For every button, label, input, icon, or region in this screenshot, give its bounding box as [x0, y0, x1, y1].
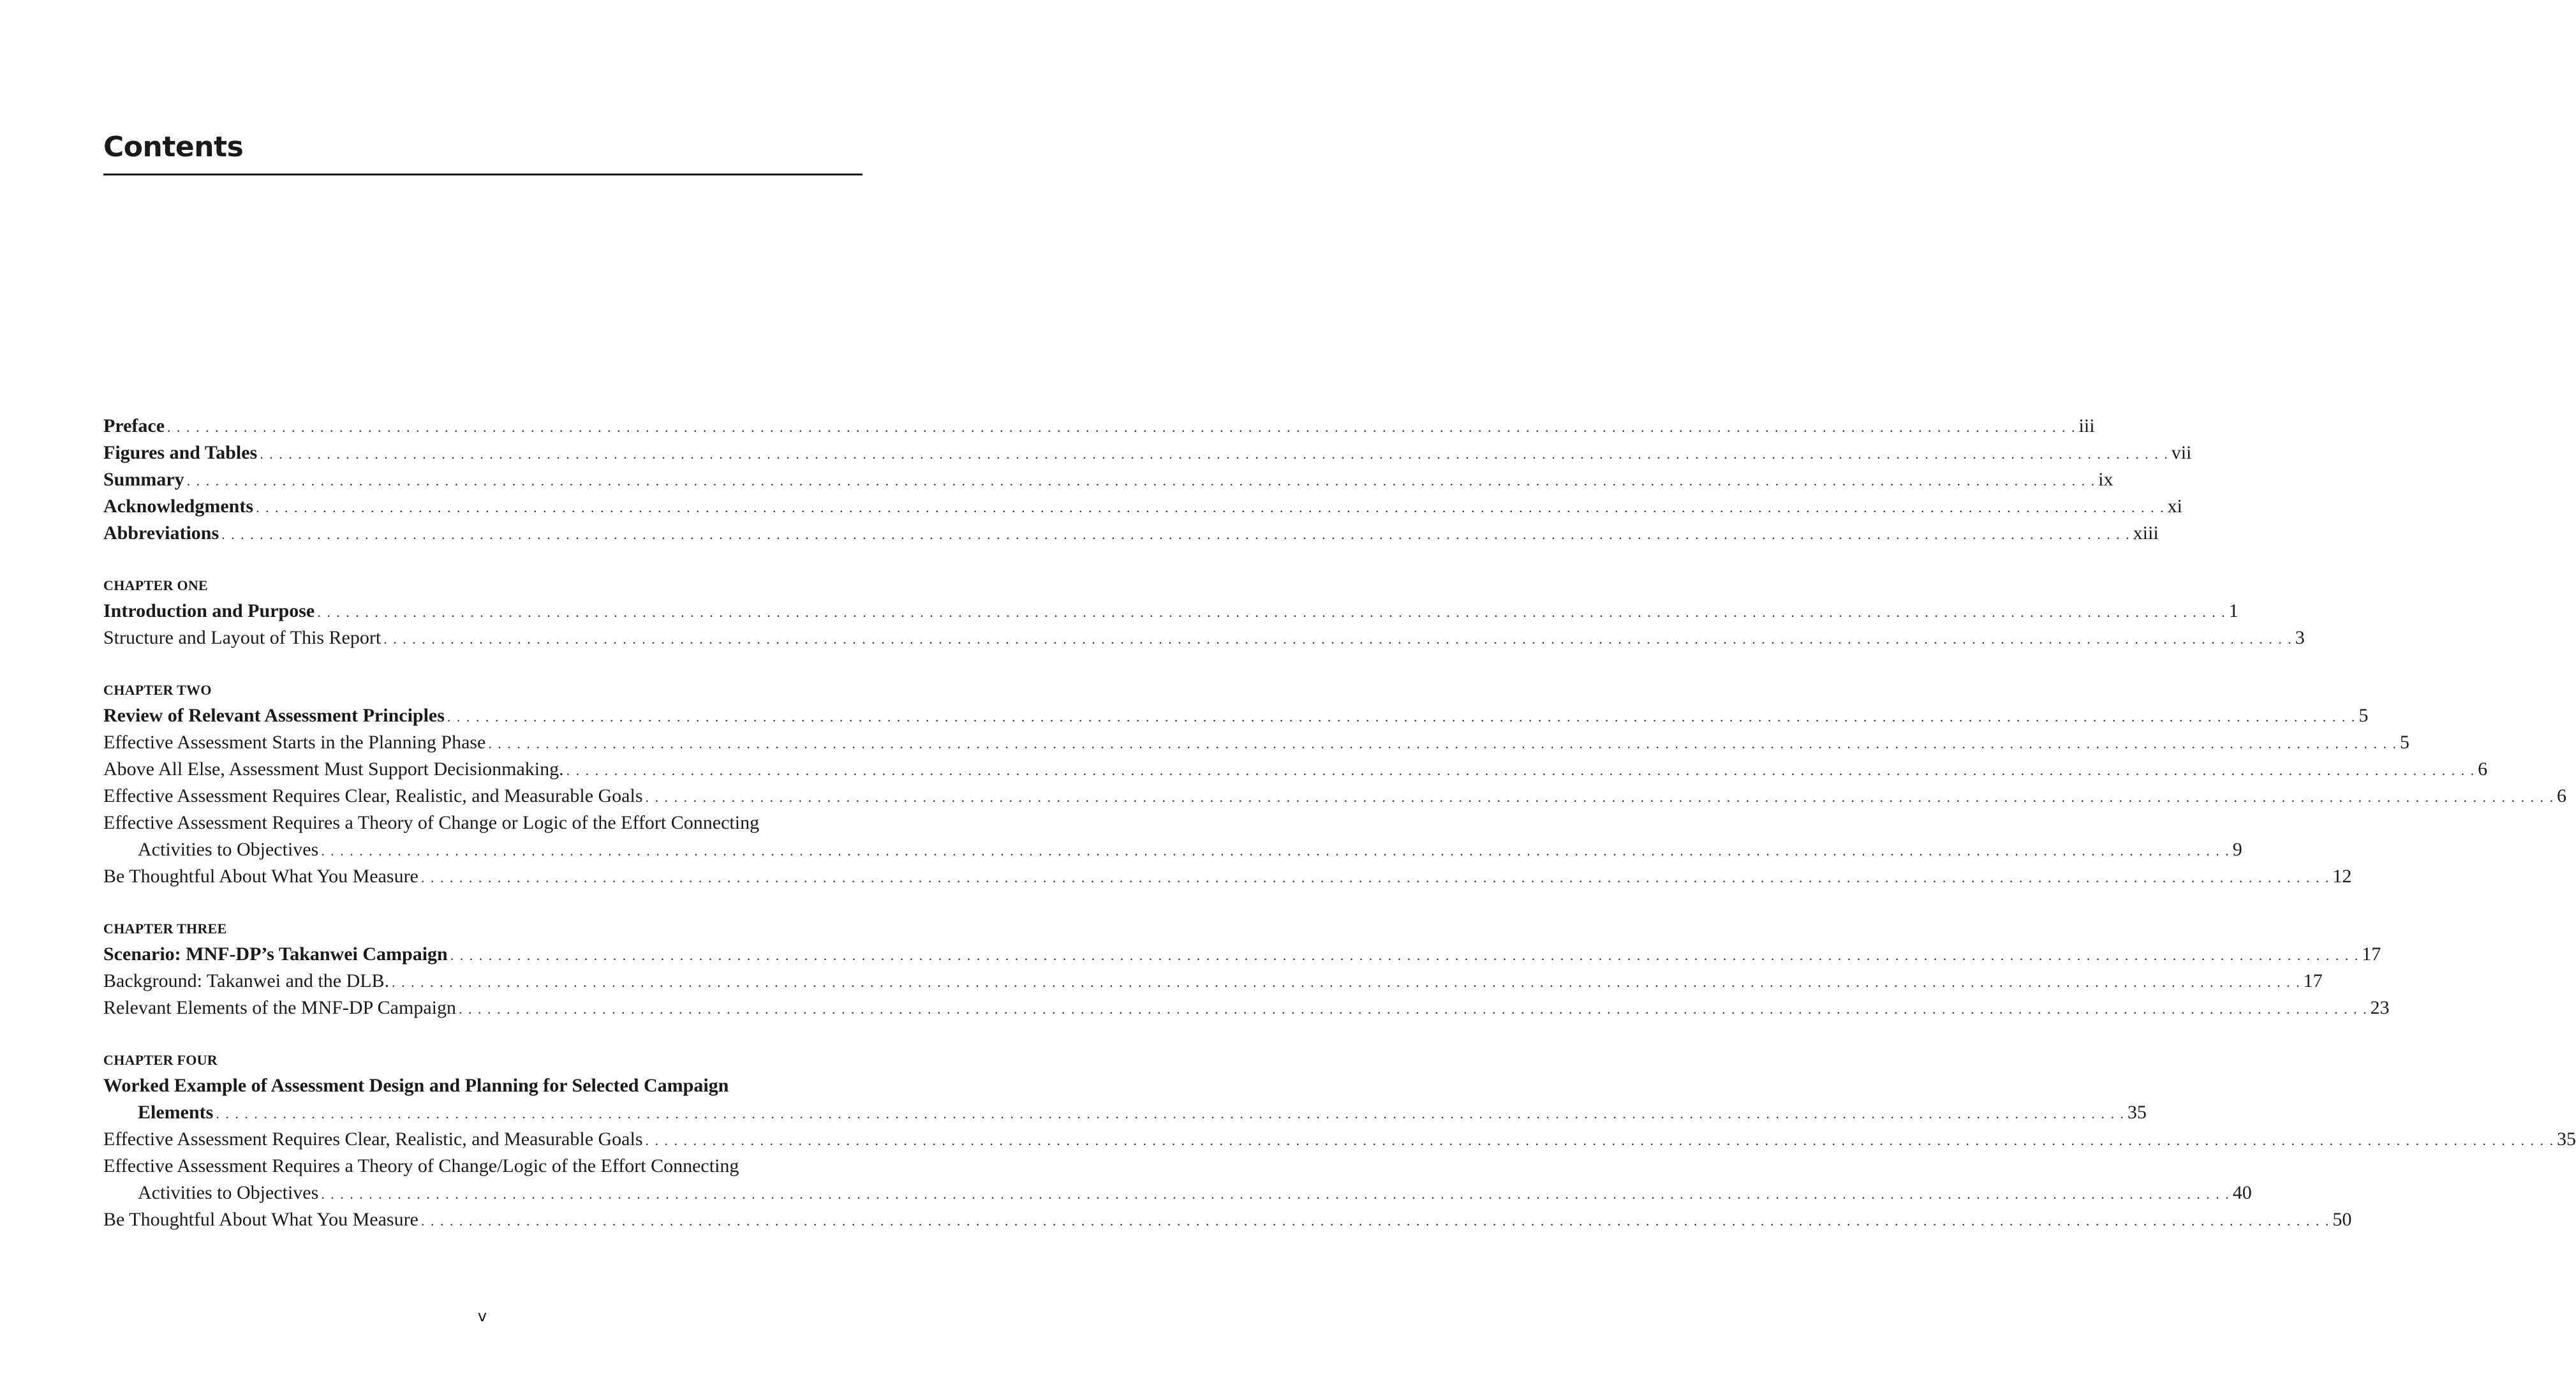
dot-leader: . . . . . . . . . . . . . . . . . . . . . . . . . . . . . . . . . . . . . . . . . . . . . . . . . . . . . . . . . . . . . . . . . . . . . . . . . . . . . . . . . . . . . . . . . . . . . . . . . . . . . . . . . . . . . . . . . . . . . . . . . . . . . . . . . . . . . . . . . . . . . . . . . . . . . . . . . . . . . . . . . . . . . . . . . . . . . . . . . . . . . . . . . . . . . . . . . . . . . . . .: [216, 1106, 2125, 1122]
toc-entry-label: Effective Assessment Requires Clear, Realistic, and Measurable Goals: [103, 1129, 643, 1150]
toc-entry-page: ix: [2098, 469, 2113, 490]
dot-leader: . . . . . . . . . . . . . . . . . . . . . . . . . . . . . . . . . . . . . . . . . . . . . . . . . . . . . . . . . . . . . . . . . . . . . . . . . . . . . . . . . . . . . . . . . . . . . . . . . . . . . . . . . . . . . . . . . . . . . . . . . . . . . . . . . . . . . . . . . . . . . . . . . . . . . . . . . . . . . . . . . . . . . . . . . . . . . . . . . . . . . . . . . . . . . . . . . . . . . . . .: [260, 446, 2169, 462]
toc-entry-page: 23: [2370, 997, 2390, 1018]
toc-entry-section[interactable]: [103, 625, 2305, 651]
dot-leader: . . . . . . . . . . . . . . . . . . . . . . . . . . . . . . . . . . . . . . . . . . . . . . . . . . . . . . . . . . . . . . . . . . . . . . . . . . . . . . . . . . . . . . . . . . . . . . . . . . . . . . . . . . . . . . . . . . . . . . . . . . . . . . . . . . . . . . . . . . . . . . . . . . . . . . . . . . . . . . . . . . . . . . . . . . . . . . . . . . . . . . . . . . . . . . . . . . . . . . . .: [420, 1213, 2330, 1229]
toc-entry-label: Introduction and Purpose: [103, 600, 315, 621]
toc-entry-page: 12: [2332, 866, 2352, 887]
toc-entry-abbreviations[interactable]: [103, 520, 2159, 547]
chapter-label: CHAPTER ONE: [103, 577, 209, 593]
table-of-contents: [103, 413, 2576, 1233]
toc-entry-page: 17: [2303, 970, 2323, 991]
toc-entry-section[interactable]: [103, 1206, 2352, 1233]
toc-entry-label: Figures and Tables: [103, 442, 258, 463]
toc-entry-page: 40: [2232, 1182, 2252, 1203]
toc-entry-label: Structure and Layout of This Report: [103, 627, 381, 648]
toc-entry-page: 6: [2478, 759, 2488, 780]
dot-leader: . . . . . . . . . . . . . . . . . . . . . . . . . . . . . . . . . . . . . . . . . . . . . . . . . . . . . . . . . . . . . . . . . . . . . . . . . . . . . . . . . . . . . . . . . . . . . . . . . . . . . . . . . . . . . . . . . . . . . . . . . . . . . . . . . . . . . . . . . . . . . . . . . . . . . . . . . . . . . . . . . . . . . . . . . . . . . . . . . . . . . . . . . . . . . . . . . . . . . . . .: [645, 1132, 2555, 1148]
toc-entry-section-line1[interactable]: Effective Assessment Requires a Theory of Change or Logic of the Effort Connecting: [103, 812, 760, 833]
toc-entry-label: Activities to Objectives: [138, 839, 319, 860]
toc-entry-page: 5: [2358, 705, 2369, 726]
toc-entry-page: xiii: [2133, 522, 2159, 544]
dot-leader: . . . . . . . . . . . . . . . . . . . . . . . . . . . . . . . . . . . . . . . . . . . . . . . . . . . . . . . . . . . . . . . . . . . . . . . . . . . . . . . . . . . . . . . . . . . . . . . . . . . . . . . . . . . . . . . . . . . . . . . . . . . . . . . . . . . . . . . . . . . . . . . . . . . . . . . . . . . . . . . . . . . . . . . . . . . . . . . . . . . . . . . . . . . . . . . . . . . . . . . .: [392, 974, 2301, 990]
toc-entry-label: Relevant Elements of the MNF-DP Campaign: [103, 997, 456, 1018]
toc-entry-label: Be Thoughtful About What You Measure: [103, 1209, 418, 1230]
dot-leader: . . . . . . . . . . . . . . . . . . . . . . . . . . . . . . . . . . . . . . . . . . . . . . . . . . . . . . . . . . . . . . . . . . . . . . . . . . . . . . . . . . . . . . . . . . . . . . . . . . . . . . . . . . . . . . . . . . . . . . . . . . . . . . . . . . . . . . . . . . . . . . . . . . . . . . . . . . . . . . . . . . . . . . . . . . . . . . . . . . . . . . . . . . . . . . . . . . . . . . . .: [256, 500, 2165, 515]
title-rule: [103, 174, 862, 175]
dot-leader: . . . . . . . . . . . . . . . . . . . . . . . . . . . . . . . . . . . . . . . . . . . . . . . . . . . . . . . . . . . . . . . . . . . . . . . . . . . . . . . . . . . . . . . . . . . . . . . . . . . . . . . . . . . . . . . . . . . . . . . . . . . . . . . . . . . . . . . . . . . . . . . . . . . . . . . . . . . . . . . . . . . . . . . . . . . . . . . . . . . . . . . . . . . . . . . . . . . . . . . .: [186, 473, 2096, 489]
toc-entry-label: Acknowledgments: [103, 496, 254, 517]
dot-leader: . . . . . . . . . . . . . . . . . . . . . . . . . . . . . . . . . . . . . . . . . . . . . . . . . . . . . . . . . . . . . . . . . . . . . . . . . . . . . . . . . . . . . . . . . . . . . . . . . . . . . . . . . . . . . . . . . . . . . . . . . . . . . . . . . . . . . . . . . . . . . . . . . . . . . . . . . . . . . . . . . . . . . . . . . . . . . . . . . . . . . . . . . . . . . . . . . . . . . . . .: [450, 947, 2360, 963]
toc-entry-label: Effective Assessment Requires Clear, Realistic, and Measurable Goals: [103, 785, 643, 806]
toc-entry-page: 1: [2228, 600, 2239, 621]
toc-entry-section[interactable]: [103, 995, 2390, 1021]
dot-leader: . . . . . . . . . . . . . . . . . . . . . . . . . . . . . . . . . . . . . . . . . . . . . . . . . . . . . . . . . . . . . . . . . . . . . . . . . . . . . . . . . . . . . . . . . . . . . . . . . . . . . . . . . . . . . . . . . . . . . . . . . . . . . . . . . . . . . . . . . . . . . . . . . . . . . . . . . . . . . . . . . . . . . . . . . . . . . . . . . . . . . . . . . . . . . . . . . . . . . . . .: [488, 736, 2397, 752]
dot-leader: . . . . . . . . . . . . . . . . . . . . . . . . . . . . . . . . . . . . . . . . . . . . . . . . . . . . . . . . . . . . . . . . . . . . . . . . . . . . . . . . . . . . . . . . . . . . . . . . . . . . . . . . . . . . . . . . . . . . . . . . . . . . . . . . . . . . . . . . . . . . . . . . . . . . . . . . . . . . . . . . . . . . . . . . . . . . . . . . . . . . . . . . . . . . . . . . . . . . . . . .: [458, 1001, 2368, 1017]
dot-leader: . . . . . . . . . . . . . . . . . . . . . . . . . . . . . . . . . . . . . . . . . . . . . . . . . . . . . . . . . . . . . . . . . . . . . . . . . . . . . . . . . . . . . . . . . . . . . . . . . . . . . . . . . . . . . . . . . . . . . . . . . . . . . . . . . . . . . . . . . . . . . . . . . . . . . . . . . . . . . . . . . . . . . . . . . . . . . . . . . . . . . . . . . . . . . . . . . . . . . . . .: [383, 631, 2293, 647]
toc-entry-page: 9: [2232, 839, 2242, 860]
dot-leader: . . . . . . . . . . . . . . . . . . . . . . . . . . . . . . . . . . . . . . . . . . . . . . . . . . . . . . . . . . . . . . . . . . . . . . . . . . . . . . . . . . . . . . . . . . . . . . . . . . . . . . . . . . . . . . . . . . . . . . . . . . . . . . . . . . . . . . . . . . . . . . . . . . . . . . . . . . . . . . . . . . . . . . . . . . . . . . . . . . . . . . . . . . . . . . . . . . . . . . . .: [321, 843, 2230, 859]
dot-leader: . . . . . . . . . . . . . . . . . . . . . . . . . . . . . . . . . . . . . . . . . . . . . . . . . . . . . . . . . . . . . . . . . . . . . . . . . . . . . . . . . . . . . . . . . . . . . . . . . . . . . . . . . . . . . . . . . . . . . . . . . . . . . . . . . . . . . . . . . . . . . . . . . . . . . . . . . . . . . . . . . . . . . . . . . . . . . . . . . . . . . . . . . . . . . . . . . . . . . . . .: [167, 419, 2076, 435]
toc-entry-page: 3: [2295, 627, 2305, 648]
toc-entry-chapter-title-line1[interactable]: Worked Example of Assessment Design and Planning for Selected Campaign: [103, 1075, 729, 1096]
chapter-one-block: [103, 574, 2305, 651]
toc-entry-page: iii: [2078, 415, 2095, 436]
page-title: Contents: [103, 131, 244, 163]
toc-entry-preface[interactable]: [103, 413, 2095, 440]
toc-entry-figures-and-tables[interactable]: [103, 440, 2192, 466]
toc-entry-page: 35: [2557, 1129, 2576, 1150]
dot-leader: . . . . . . . . . . . . . . . . . . . . . . . . . . . . . . . . . . . . . . . . . . . . . . . . . . . . . . . . . . . . . . . . . . . . . . . . . . . . . . . . . . . . . . . . . . . . . . . . . . . . . . . . . . . . . . . . . . . . . . . . . . . . . . . . . . . . . . . . . . . . . . . . . . . . . . . . . . . . . . . . . . . . . . . . . . . . . . . . . . . . . . . . . . . . . . . . . . . . . . . .: [566, 762, 2476, 778]
toc-entry-chapter-title[interactable]: [103, 702, 2369, 729]
dot-leader: . . . . . . . . . . . . . . . . . . . . . . . . . . . . . . . . . . . . . . . . . . . . . . . . . . . . . . . . . . . . . . . . . . . . . . . . . . . . . . . . . . . . . . . . . . . . . . . . . . . . . . . . . . . . . . . . . . . . . . . . . . . . . . . . . . . . . . . . . . . . . . . . . . . . . . . . . . . . . . . . . . . . . . . . . . . . . . . . . . . . . . . . . . . . . . . . . . . . . . . .: [321, 1186, 2230, 1202]
toc-entry-section-line1[interactable]: Effective Assessment Requires a Theory of Change/Logic of the Effort Connecting: [103, 1155, 739, 1176]
toc-entry-label: Effective Assessment Starts in the Planning Phase: [103, 732, 486, 753]
toc-entry-acknowledgments[interactable]: [103, 493, 2182, 520]
toc-entry-label: Review of Relevant Assessment Principles: [103, 705, 445, 726]
toc-entry-page: vii: [2171, 442, 2192, 463]
toc-entry-section[interactable]: [103, 783, 2567, 810]
toc-entry-page: 5: [2399, 732, 2409, 753]
dot-leader: . . . . . . . . . . . . . . . . . . . . . . . . . . . . . . . . . . . . . . . . . . . . . . . . . . . . . . . . . . . . . . . . . . . . . . . . . . . . . . . . . . . . . . . . . . . . . . . . . . . . . . . . . . . . . . . . . . . . . . . . . . . . . . . . . . . . . . . . . . . . . . . . . . . . . . . . . . . . . . . . . . . . . . . . . . . . . . . . . . . . . . . . . . . . . . . . . . . . . . . .: [317, 604, 2226, 620]
chapter-two-block: [103, 678, 2567, 890]
toc-entry-label: Summary: [103, 469, 184, 490]
toc-entry-label: Above All Else, Assessment Must Support Decisionmaking.: [103, 759, 564, 780]
chapter-label: CHAPTER FOUR: [103, 1052, 218, 1068]
toc-entry-section[interactable]: [103, 1126, 2576, 1153]
toc-entry-page: xi: [2167, 496, 2182, 517]
toc-entry-chapter-title[interactable]: [103, 598, 2239, 625]
toc-entry-label: Elements: [138, 1102, 214, 1123]
toc-entry-chapter-title[interactable]: [103, 941, 2381, 968]
dot-leader: . . . . . . . . . . . . . . . . . . . . . . . . . . . . . . . . . . . . . . . . . . . . . . . . . . . . . . . . . . . . . . . . . . . . . . . . . . . . . . . . . . . . . . . . . . . . . . . . . . . . . . . . . . . . . . . . . . . . . . . . . . . . . . . . . . . . . . . . . . . . . . . . . . . . . . . . . . . . . . . . . . . . . . . . . . . . . . . . . . . . . . . . . . . . . . . . . . . . . . . .: [221, 526, 2131, 542]
chapter-three-block: [103, 917, 2390, 1021]
toc-entry-label: Be Thoughtful About What You Measure: [103, 866, 418, 887]
toc-entry-page: 50: [2332, 1209, 2352, 1230]
toc-entry-section[interactable]: [103, 729, 2409, 756]
toc-entry-summary[interactable]: [103, 466, 2113, 493]
toc-entry-page: 6: [2557, 785, 2567, 806]
dot-leader: . . . . . . . . . . . . . . . . . . . . . . . . . . . . . . . . . . . . . . . . . . . . . . . . . . . . . . . . . . . . . . . . . . . . . . . . . . . . . . . . . . . . . . . . . . . . . . . . . . . . . . . . . . . . . . . . . . . . . . . . . . . . . . . . . . . . . . . . . . . . . . . . . . . . . . . . . . . . . . . . . . . . . . . . . . . . . . . . . . . . . . . . . . . . . . . . . . . . . . . .: [645, 789, 2555, 805]
chapter-label: CHAPTER TWO: [103, 682, 212, 698]
toc-entry-chapter-title[interactable]: [103, 1099, 2147, 1126]
page-number: v: [477, 1307, 487, 1325]
dot-leader: . . . . . . . . . . . . . . . . . . . . . . . . . . . . . . . . . . . . . . . . . . . . . . . . . . . . . . . . . . . . . . . . . . . . . . . . . . . . . . . . . . . . . . . . . . . . . . . . . . . . . . . . . . . . . . . . . . . . . . . . . . . . . . . . . . . . . . . . . . . . . . . . . . . . . . . . . . . . . . . . . . . . . . . . . . . . . . . . . . . . . . . . . . . . . . . . . . . . . . . .: [447, 709, 2357, 725]
dot-leader: . . . . . . . . . . . . . . . . . . . . . . . . . . . . . . . . . . . . . . . . . . . . . . . . . . . . . . . . . . . . . . . . . . . . . . . . . . . . . . . . . . . . . . . . . . . . . . . . . . . . . . . . . . . . . . . . . . . . . . . . . . . . . . . . . . . . . . . . . . . . . . . . . . . . . . . . . . . . . . . . . . . . . . . . . . . . . . . . . . . . . . . . . . . . . . . . . . . . . . . .: [420, 870, 2330, 885]
toc-entry-page: 35: [2127, 1102, 2147, 1123]
toc-entry-section[interactable]: [103, 836, 2242, 863]
front-matter-list: [103, 413, 2192, 547]
toc-entry-section[interactable]: [103, 863, 2352, 890]
toc-entry-label: Scenario: MNF-DP’s Takanwei Campaign: [103, 944, 448, 965]
toc-entry-label: Preface: [103, 415, 165, 436]
toc-entry-section[interactable]: [103, 968, 2323, 995]
toc-entry-label: Background: Takanwei and the DLB.: [103, 970, 390, 991]
toc-entry-page: 17: [2362, 944, 2381, 965]
toc-entry-label: Abbreviations: [103, 522, 219, 544]
chapter-four-block: [103, 1048, 2576, 1233]
toc-entry-section[interactable]: [103, 756, 2488, 783]
toc-entry-label: Activities to Objectives: [138, 1182, 319, 1203]
chapter-label: CHAPTER THREE: [103, 921, 227, 937]
toc-entry-section[interactable]: [103, 1180, 2252, 1206]
